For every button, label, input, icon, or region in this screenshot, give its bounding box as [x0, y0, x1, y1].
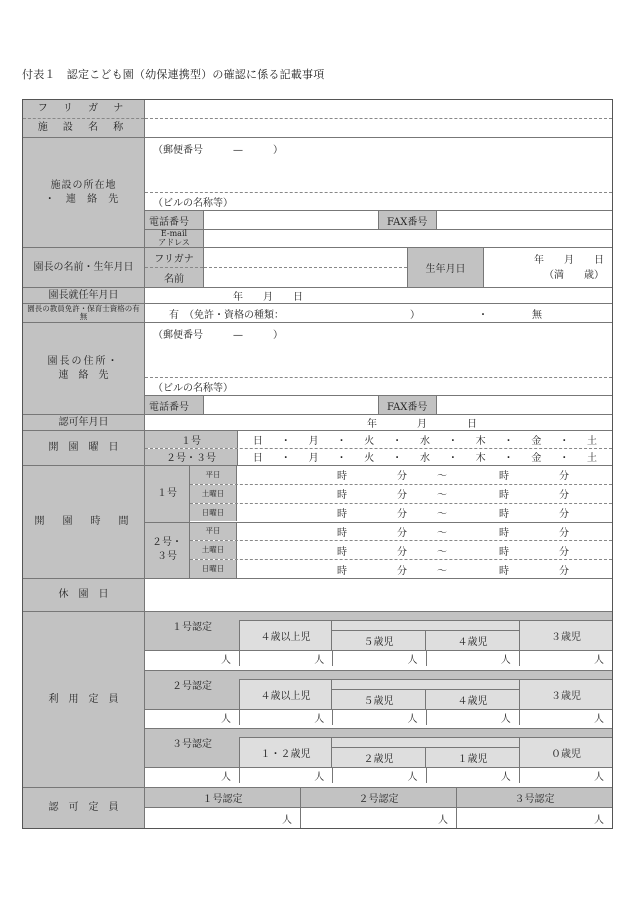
open-days-type: ２号・３号 [145, 449, 238, 466]
principal-label: 園長の名前・生年月日 [23, 248, 145, 287]
principal-fax-field[interactable] [436, 396, 612, 414]
capacity-value-field[interactable]: 人 [239, 768, 332, 783]
facility-furigana-field[interactable] [145, 100, 612, 118]
weekday: 木 [475, 453, 486, 465]
capacity-value-field[interactable]: 人 [239, 651, 332, 666]
approval-label: 認可年月日 [23, 415, 145, 430]
capacity-value-field[interactable]: 人 [519, 768, 612, 783]
hours-unit: 時 [499, 546, 509, 558]
capacity-value-field[interactable]: 人 [221, 713, 231, 725]
hours-line [190, 559, 612, 578]
hours-unit: 時 [337, 509, 347, 521]
capacity-mid-label: ４歳以上児 [239, 620, 331, 650]
license-capacity-col: ２号認定 [300, 788, 456, 807]
principal-address-label: 園長の住所・ [47, 356, 120, 367]
hours-unit: ～ [437, 546, 447, 558]
capacity-band [239, 612, 612, 620]
capacity-row [23, 611, 612, 787]
form-table [22, 99, 613, 829]
hours-field[interactable] [237, 485, 612, 503]
holiday-field[interactable] [145, 579, 612, 611]
address-row [23, 137, 612, 247]
open-days-line [145, 448, 612, 466]
principal-address-row [23, 322, 612, 414]
capacity-sub-band [331, 620, 519, 630]
hours-unit: 分 [559, 471, 569, 483]
hours-line [190, 484, 612, 503]
hours-unit: 分 [397, 546, 407, 558]
holiday-row [23, 578, 612, 611]
hours-day-label: 土曜日 [190, 541, 237, 559]
open-days-list[interactable] [238, 431, 612, 448]
hours-unit: ～ [437, 509, 447, 521]
facility-name-label: 施 設 名 称 [23, 118, 144, 137]
capacity-subs [331, 620, 519, 650]
birthdate-label: 生年月日 [407, 248, 483, 287]
building-name-field[interactable]: （ビルの名称等） [145, 192, 612, 210]
open-days-row [23, 430, 612, 465]
hours-day-label: 日曜日 [190, 560, 237, 578]
hours-field[interactable] [237, 541, 612, 559]
weekday: ・ [559, 453, 570, 465]
capacity-type: ３号認定 [145, 729, 239, 767]
facility-name-field[interactable] [145, 118, 612, 137]
weekday: 日 [252, 435, 263, 447]
page-title: 付表１ 認定こども園（幼保連携型）の確認に係る記載事項 [22, 68, 325, 81]
weekday: 木 [475, 435, 486, 447]
license-capacity-field[interactable]: 人 [282, 814, 292, 826]
capacity-sub-label: １歳児 [425, 748, 519, 767]
weekday: ・ [392, 453, 403, 465]
open-days-type: １号 [145, 431, 238, 448]
weekday: ・ [280, 453, 291, 465]
hours-unit: 時 [499, 527, 509, 539]
hours-unit: 分 [397, 527, 407, 539]
hours-field[interactable] [237, 523, 612, 541]
capacity-sub-label: ５歳児 [331, 690, 425, 709]
capacity-right-label: ３歳児 [519, 620, 612, 650]
hours-day-label: 平日 [190, 523, 237, 541]
capacity-subs [331, 737, 519, 767]
hours-unit: 時 [499, 509, 509, 521]
hours-unit: 時 [337, 565, 347, 577]
capacity-value-field[interactable]: 人 [519, 710, 612, 725]
open-days-list[interactable] [238, 449, 612, 466]
capacity-group [145, 612, 612, 670]
age-text: （満 歳） [544, 269, 604, 281]
hours-unit: ～ [437, 490, 447, 502]
capacity-mid-label: １・２歳児 [239, 737, 331, 767]
hours-unit: ～ [437, 527, 447, 539]
principal-name-field[interactable] [204, 267, 407, 287]
open-days-line [145, 431, 612, 448]
capacity-head [145, 671, 612, 709]
principal-row [23, 247, 612, 287]
license-capacity-row [23, 787, 612, 828]
approval-field[interactable]: 年 月 日 [367, 419, 477, 430]
capacity-value-field[interactable]: 人 [426, 651, 519, 666]
hours-field[interactable] [237, 560, 612, 578]
fax-label: FAX番号 [378, 211, 436, 229]
capacity-subs [331, 679, 519, 709]
hours-unit: ～ [437, 565, 447, 577]
birthdate-field[interactable] [483, 248, 612, 287]
weekday: 水 [419, 453, 430, 465]
appointment-label: 園長就任年月日 [23, 288, 145, 303]
capacity-mid [239, 612, 612, 650]
principal-name-label: 名前 [145, 267, 203, 287]
hours-group-label: ２号・ ３号 [145, 523, 190, 579]
capacity-right-label: ３歳児 [519, 679, 612, 709]
license-capacity-field[interactable]: 人 [456, 808, 612, 828]
capacity-group [145, 728, 612, 787]
license-no[interactable]: 無 [532, 309, 542, 321]
furigana-label: フ リ ガ ナ [37, 103, 130, 115]
weekday: 水 [419, 435, 430, 447]
capacity-type: ２号認定 [145, 671, 239, 709]
hours-line [190, 466, 612, 484]
capacity-mid [239, 671, 612, 709]
hours-unit: 時 [337, 546, 347, 558]
hours-unit: 分 [559, 490, 569, 502]
capacity-value-field[interactable]: 人 [239, 710, 332, 725]
address-label: 施設の所在地 [50, 180, 117, 191]
hours-day-label: 平日 [190, 466, 237, 484]
hours-group-rows [190, 466, 612, 522]
hours-field[interactable] [237, 504, 612, 522]
email-label: E-mail アドレス [145, 230, 203, 247]
capacity-sub-label: ４歳児 [425, 690, 519, 709]
hours-unit: 時 [499, 471, 509, 483]
open-hours-row [23, 465, 612, 578]
email-field[interactable] [203, 230, 612, 247]
license-dot: ・ [478, 309, 488, 321]
hours-line [190, 540, 612, 559]
hours-unit: 時 [337, 490, 347, 502]
capacity-type: １号認定 [145, 612, 239, 650]
holiday-label: 休 園 日 [23, 579, 145, 611]
capacity-sub-row [331, 747, 519, 767]
license-yes[interactable]: 有 （免許・資格の種類： [169, 309, 284, 321]
open-hours-label: 開 園 時 間 [23, 466, 145, 578]
license-capacity-field[interactable]: 人 [300, 808, 456, 828]
principal-fax-label: FAX番号 [378, 396, 436, 414]
weekday: ・ [336, 435, 347, 447]
weekday: ・ [559, 435, 570, 447]
tel-field[interactable] [203, 211, 378, 229]
hours-line [190, 523, 612, 541]
facility-name-row [23, 100, 612, 137]
hours-group-rows [190, 523, 612, 579]
capacity-values [145, 709, 612, 725]
capacity-mid-row [239, 620, 612, 650]
weekday: ・ [447, 435, 458, 447]
principal-postal-field[interactable]: （郵便番号 — ） [153, 330, 283, 341]
weekday: 火 [364, 435, 375, 447]
capacity-mid-label: ４歳以上児 [239, 679, 331, 709]
capacity-value-field[interactable]: 人 [426, 768, 519, 783]
license-capacity-col: １号認定 [202, 794, 243, 805]
capacity-sub-row [331, 630, 519, 650]
principal-contact-label: 連 絡 先 [58, 369, 109, 381]
capacity-value-field[interactable]: 人 [332, 710, 425, 725]
capacity-label: 利 用 定 員 [23, 612, 145, 787]
capacity-mid [239, 729, 612, 767]
weekday: 土 [587, 435, 598, 447]
postal-code-field[interactable]: （郵便番号 — ） [153, 145, 283, 156]
hours-line [190, 503, 612, 522]
hours-unit: 分 [559, 546, 569, 558]
hours-unit: 分 [397, 490, 407, 502]
principal-building-field[interactable]: （ビルの名称等） [145, 377, 612, 395]
capacity-sub-band [331, 737, 519, 747]
hours-unit: 分 [559, 565, 569, 577]
principal-furigana-label: フリガナ [154, 254, 194, 265]
capacity-sub-band [331, 679, 519, 689]
capacity-head [145, 729, 612, 767]
hours-unit: 分 [397, 565, 407, 577]
appointment-field[interactable]: 年 月 日 [233, 292, 303, 303]
capacity-value-field[interactable]: 人 [519, 651, 612, 666]
weekday: ・ [503, 453, 514, 465]
principal-furigana-field[interactable] [204, 248, 407, 267]
approval-row [23, 414, 612, 430]
capacity-value-field[interactable]: 人 [221, 655, 231, 666]
capacity-group [145, 670, 612, 729]
weekday: ・ [336, 453, 347, 465]
weekday: 日 [252, 453, 263, 465]
weekday: 月 [308, 453, 319, 465]
capacity-sub-label: ２歳児 [331, 748, 425, 767]
weekday: 金 [531, 453, 542, 465]
capacity-sub-row [331, 689, 519, 709]
weekday: 火 [364, 453, 375, 465]
capacity-band [239, 729, 612, 737]
hours-group-label: １号 [145, 466, 190, 522]
weekday: ・ [503, 435, 514, 447]
hours-day-label: 日曜日 [190, 504, 237, 522]
capacity-head [145, 612, 612, 650]
weekday: ・ [392, 435, 403, 447]
principal-tel-label: 電話番号 [145, 396, 203, 414]
weekday: 月 [308, 435, 319, 447]
hours-unit: 分 [397, 509, 407, 521]
hours-unit: 分 [397, 471, 407, 483]
license-row [23, 303, 612, 322]
birthdate-ymd: 年 月 日 [534, 254, 604, 266]
license-capacity-label: 認 可 定 員 [23, 788, 145, 828]
tel-label: 電話番号 [145, 211, 203, 229]
weekday: 土 [587, 453, 598, 465]
capacity-band [239, 671, 612, 679]
weekday: ・ [447, 453, 458, 465]
hours-day-label: 土曜日 [190, 485, 237, 503]
principal-tel-field[interactable] [203, 396, 378, 414]
hours-unit: 分 [559, 509, 569, 521]
license-label: 園長の教員免許・保育士資格の有無 [23, 304, 145, 322]
hours-unit: 分 [559, 527, 569, 539]
contact-label: ・ 連 絡 先 [44, 193, 123, 205]
hours-unit: ～ [437, 471, 447, 483]
capacity-value-field[interactable]: 人 [426, 710, 519, 725]
hours-group [145, 522, 612, 579]
capacity-sub-label: ５歳児 [331, 631, 425, 650]
capacity-mid-row [239, 737, 612, 767]
capacity-value-field[interactable]: 人 [332, 651, 425, 666]
appointment-row [23, 287, 612, 303]
fax-field[interactable] [436, 211, 612, 229]
hours-group [145, 466, 612, 522]
hours-field[interactable] [237, 466, 612, 484]
hours-unit: 時 [337, 471, 347, 483]
hours-unit: 時 [499, 490, 509, 502]
weekday: ・ [280, 435, 291, 447]
capacity-mid-row [239, 679, 612, 709]
license-close: ） [410, 309, 420, 321]
weekday: 金 [531, 435, 542, 447]
capacity-value-field[interactable]: 人 [332, 768, 425, 783]
hours-unit: 時 [499, 565, 509, 577]
capacity-right-label: ０歳児 [519, 737, 612, 767]
license-capacity-col: ３号認定 [456, 788, 612, 807]
open-days-label: 開 園 曜 日 [23, 431, 145, 465]
capacity-values [145, 650, 612, 666]
capacity-sub-label: ４歳児 [425, 631, 519, 650]
capacity-value-field[interactable]: 人 [221, 772, 231, 784]
capacity-values [145, 767, 612, 783]
hours-unit: 時 [337, 527, 347, 539]
